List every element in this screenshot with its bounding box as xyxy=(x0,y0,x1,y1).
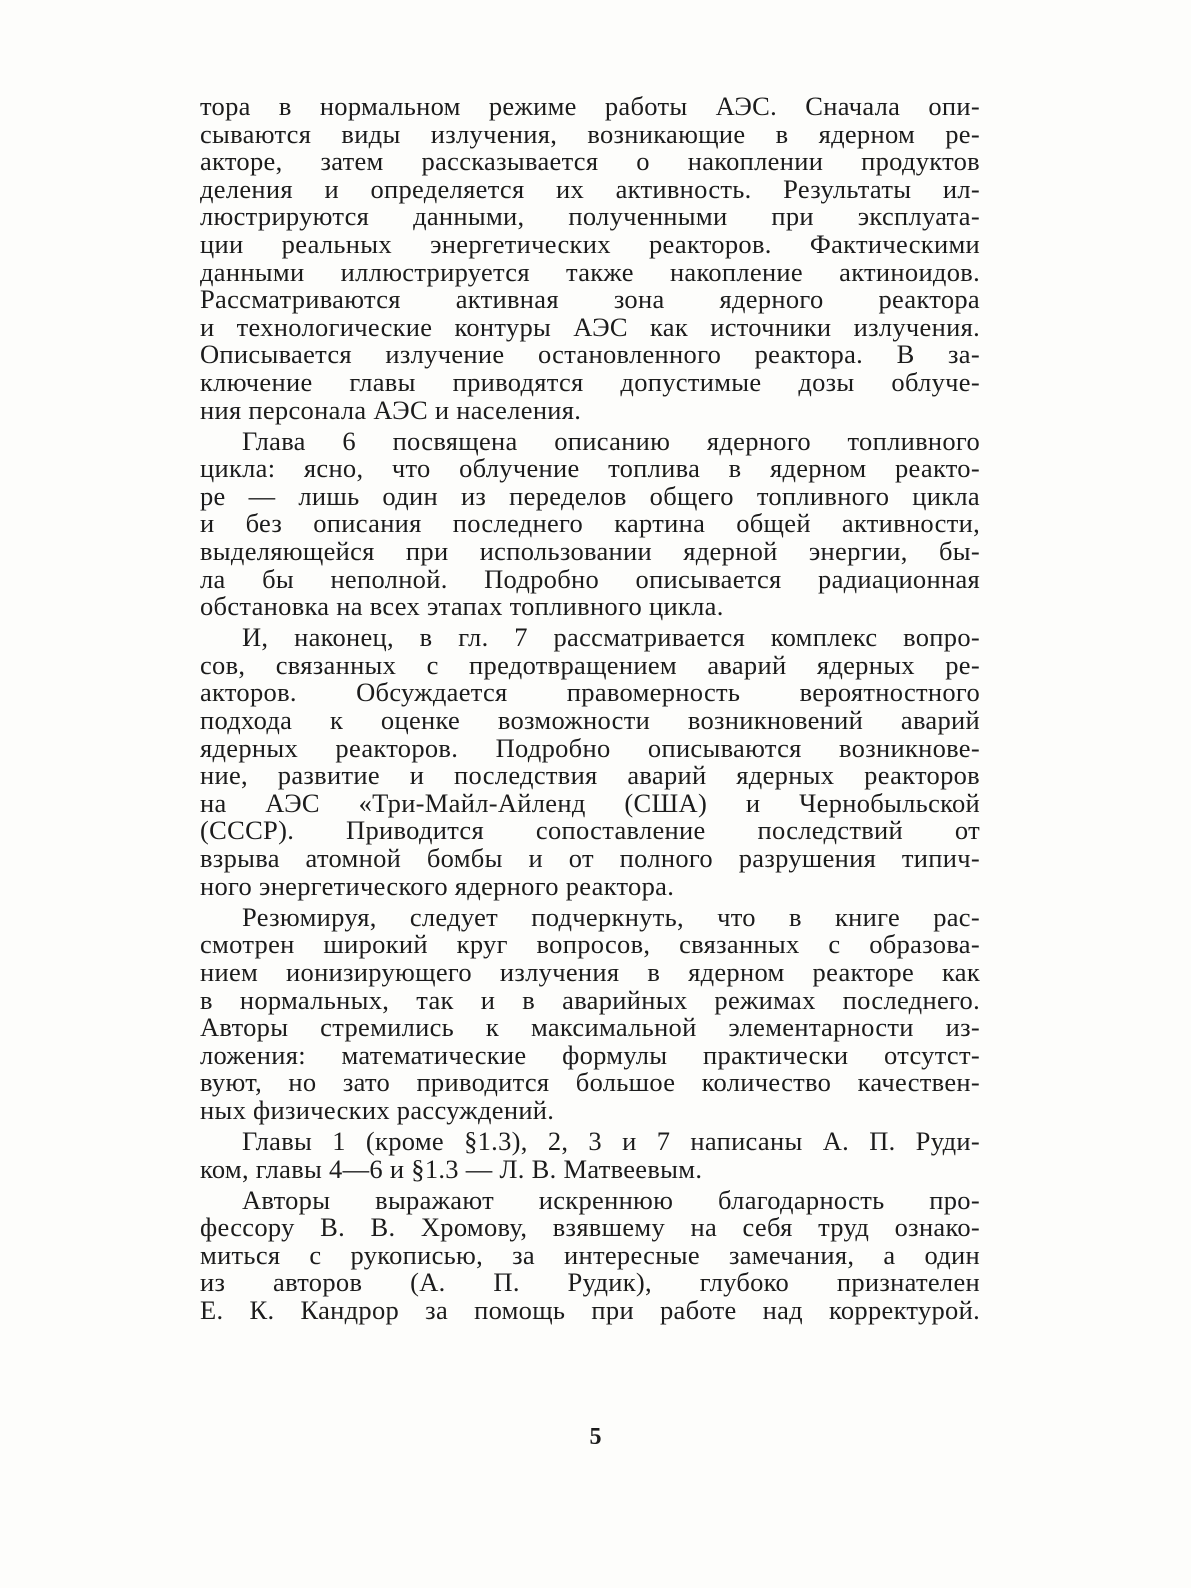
text-line: ных физических рассуждений. xyxy=(200,1094,555,1125)
text-line: И, наконец, в гл. 7 рассматривается комплекс вопро- xyxy=(242,622,980,653)
paragraph xyxy=(200,93,980,424)
text-line: миться с рукописью, за интересные замечания, а один xyxy=(200,1239,980,1270)
text-line: смотрен широкий круг вопросов, связанных с образова- xyxy=(200,929,980,960)
text-line: люстрируются данными, полученными при эксплуата- xyxy=(200,201,980,232)
text-line: вуют, но зато приводится большое количество качествен- xyxy=(200,1067,980,1098)
page-number: 5 xyxy=(589,1424,602,1450)
text-line: и технологические контуры АЭС как источники излучения. xyxy=(200,311,980,342)
text-line: Глава 6 посвящена описанию ядерного топливного xyxy=(242,425,980,456)
text-line: из авторов (А. П. Рудик), глубоко признателен xyxy=(200,1267,980,1298)
text-line: Рассматриваются активная зона ядерного реактора xyxy=(200,284,980,315)
text-line: акторов. Обсуждается правомерность вероятностного xyxy=(200,677,980,708)
text-line: ядерных реакторов. Подробно описываются возникнове- xyxy=(200,732,980,763)
text-line: сов, связанных с предотвращением аварий ядерных ре- xyxy=(200,649,980,680)
text-line: ключение главы приводятся допустимые дозы облуче- xyxy=(200,366,980,397)
text-line: на АЭС «Три-Майл-Айленд (США) и Чернобыльской xyxy=(200,787,980,818)
text-line: Авторы стремились к максимальной элементарности из- xyxy=(200,1012,980,1043)
paragraph xyxy=(200,901,980,1125)
text-line: Описывается излучение остановленного реактора. В за- xyxy=(200,339,980,370)
text-line: ре — лишь один из переделов общего топливного цикла xyxy=(200,480,980,511)
text-line: ного энергетического ядерного реактора. xyxy=(200,870,675,901)
paragraph xyxy=(200,1184,980,1326)
text-line: ния персонала АЭС и населения. xyxy=(200,394,582,425)
text-line: выделяющейся при использовании ядерной энергии, бы- xyxy=(200,536,980,566)
paragraph xyxy=(200,1125,980,1184)
text-line: данными иллюстрируется также накопление актиноидов. xyxy=(200,256,980,287)
text-line: ком, главы 4—6 и §1.3 — Л. В. Матвеевым. xyxy=(200,1153,703,1184)
text-line: акторе, затем рассказывается о накоплении продуктов xyxy=(200,146,980,177)
text-line: тора в нормальном режиме работы АЭС. Сначала опи- xyxy=(200,91,980,121)
paragraph xyxy=(200,624,980,900)
text-line: Авторы выражают искреннюю благодарность про- xyxy=(242,1184,980,1215)
text-line: деления и определяется их активность. Результаты ил- xyxy=(200,173,980,204)
text-line: в нормальных, так и в аварийных режимах последнего. xyxy=(200,984,980,1015)
text-line: ние, развитие и последствия аварий ядерных реакторов xyxy=(200,760,980,791)
text-line: подхода к оценке возможности возникновений аварий xyxy=(200,705,980,736)
paragraph xyxy=(200,425,980,622)
text-line: ции реальных энергетических реакторов. Фактическими xyxy=(200,228,980,259)
text-line: Резюмируя, следует подчеркнуть, что в книге рас- xyxy=(242,901,980,932)
text-line: фессору В. В. Хромову, взявшему на себя труд ознако- xyxy=(200,1212,980,1243)
body-text xyxy=(200,93,980,1325)
text-line: (СССР). Приводится сопоставление последствий от xyxy=(200,815,980,846)
text-line: Е. К. Кандрор за помощь при работе над корректурой. xyxy=(200,1295,980,1326)
text-line: ла бы неполной. Подробно описывается радиационная xyxy=(200,563,980,594)
text-line: цикла: ясно, что облучение топлива в ядерном реакто- xyxy=(200,453,980,484)
text-line: сываются виды излучения, возникающие в ядерном ре- xyxy=(200,118,980,149)
text-line: взрыва атомной бомбы и от полного разрушения типич- xyxy=(200,843,980,874)
text-line: нием ионизирующего излучения в ядерном реакторе как xyxy=(200,956,980,987)
text-line: и без описания последнего картина общей активности, xyxy=(200,508,980,539)
text-line: Главы 1 (кроме §1.3), 2, 3 и 7 написаны А. П. Руди- xyxy=(242,1125,980,1156)
text-line: обстановка на всех этапах топливного цикла. xyxy=(200,591,724,622)
text-line: ложения: математические формулы практически отсутст- xyxy=(200,1039,980,1070)
